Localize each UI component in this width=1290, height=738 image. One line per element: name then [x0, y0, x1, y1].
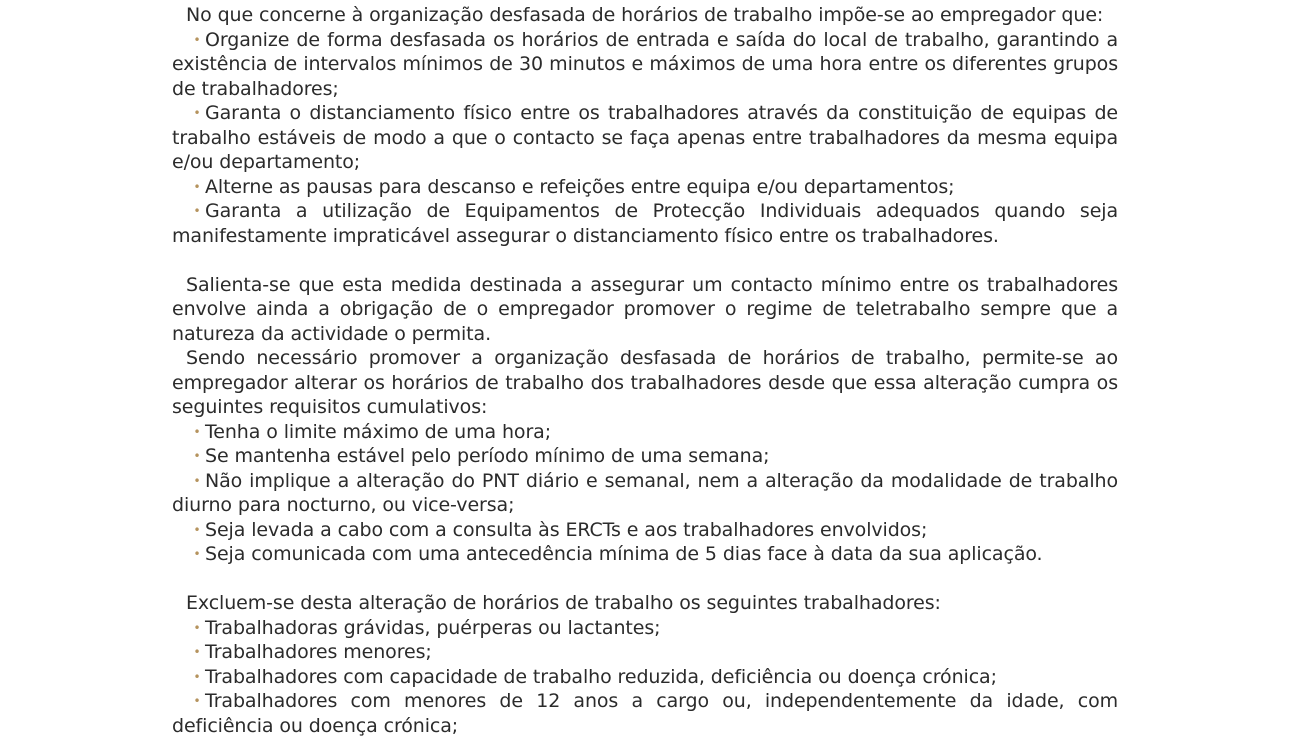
list-item-text: Garanta a utilização de Equipamentos de Protecção Individuais adequados quando seja manifestamente impraticável assegurar o distanciamento físico entre os trabalhadores.: [172, 200, 1118, 247]
list-item-text: Seja levada a cabo com a consulta às ERCTs e aos trabalhadores envolvidos;: [205, 518, 928, 541]
list-item-text: Trabalhadores menores;: [205, 641, 432, 663]
paragraph-intro-organizacao: No que concerne à organização desfasada de horários de trabalho impõe-se ao empregador que:: [186, 4, 1104, 26]
bullet-icon: •: [193, 179, 201, 194]
bullet-icon: •: [193, 106, 201, 120]
bullet-icon: •: [193, 547, 201, 561]
document-body: [172, 3, 1118, 738]
list-item: [172, 420, 1118, 445]
list-item: [172, 199, 1118, 248]
bullet-icon: •: [193, 669, 201, 684]
list-item-text: Trabalhadores com capacidade de trabalho reduzida, deficiência ou doença crónica;: [205, 665, 997, 688]
list-item: [172, 640, 1118, 665]
bullet-icon: •: [193, 620, 201, 635]
bullet-icon: •: [193, 204, 201, 218]
bullet-icon: •: [193, 473, 201, 488]
list-item: [172, 542, 1118, 567]
list-item-text: Não implique a alteração do PNT diário e semanal, nem a alteração da modalidade de trabalho diurno para nocturno, ou vice-versa;: [172, 469, 1118, 516]
paragraph-sendo-necessario: Sendo necessário promover a organização desfasada de horários de trabalho, permite-se ao empregador alterar os horários de trabalho dos trabalhadores desde que essa alteração cumpra os seguintes requisitos cumulativos:: [172, 347, 1118, 418]
list-item: [172, 469, 1118, 518]
paragraph-salienta: Salienta-se que esta medida destinada a assegurar um contacto mínimo entre os trabalhadores envolve ainda a obrigação de o empregador promover o regime de teletrabalho sempre que a natureza da actividade o permita.: [172, 273, 1118, 345]
list-item-text: Garanta o distanciamento físico entre os trabalhadores através da constituição de equipas de trabalho estáveis de modo a que o contacto se faça apenas entre trabalhadores da mesma equipa e/ou departamento;: [172, 102, 1118, 173]
paragraph-spacer: [172, 248, 1118, 273]
list-item: [172, 444, 1118, 469]
list-item-text: Se mantenha estável pelo período mínimo de uma semana;: [205, 445, 770, 467]
bullet-icon: •: [193, 424, 201, 439]
bullet-icon: •: [193, 32, 201, 47]
list-item-text: Trabalhadoras grávidas, puérperas ou lactantes;: [205, 616, 661, 639]
bullet-icon: •: [193, 449, 201, 463]
list-item: [172, 616, 1118, 641]
list-item-text: Alterne as pausas para descanso e refeições entre equipa e/ou departamentos;: [205, 175, 955, 198]
list-item: [172, 689, 1118, 738]
list-item: [172, 175, 1118, 200]
list-item-text: Seja comunicada com uma antecedência mínima de 5 dias face à data da sua aplicação.: [205, 543, 1043, 565]
list-item: [172, 665, 1118, 690]
bullet-icon: •: [193, 522, 201, 537]
list-item-text: Trabalhadores com menores de 12 anos a cargo ou, independentemente da idade, com deficiência ou doença crónica;: [172, 690, 1118, 737]
bullet-icon: •: [193, 694, 201, 708]
paragraph-intro-excluem: Excluem-se desta alteração de horários de trabalho os seguintes trabalhadores:: [186, 592, 941, 614]
bullet-icon: •: [193, 645, 201, 659]
paragraph-spacer: [172, 567, 1118, 592]
list-item: [172, 28, 1118, 102]
list-item-text: Tenha o limite máximo de uma hora;: [205, 420, 552, 443]
list-item-text: Organize de forma desfasada os horários de entrada e saída do local de trabalho, garantindo a existência de intervalos mínimos de 30 minutos e máximos de uma hora entre os diferentes grupos de trabalhadores;: [172, 28, 1118, 100]
list-item: [172, 518, 1118, 543]
list-item: [172, 101, 1118, 175]
